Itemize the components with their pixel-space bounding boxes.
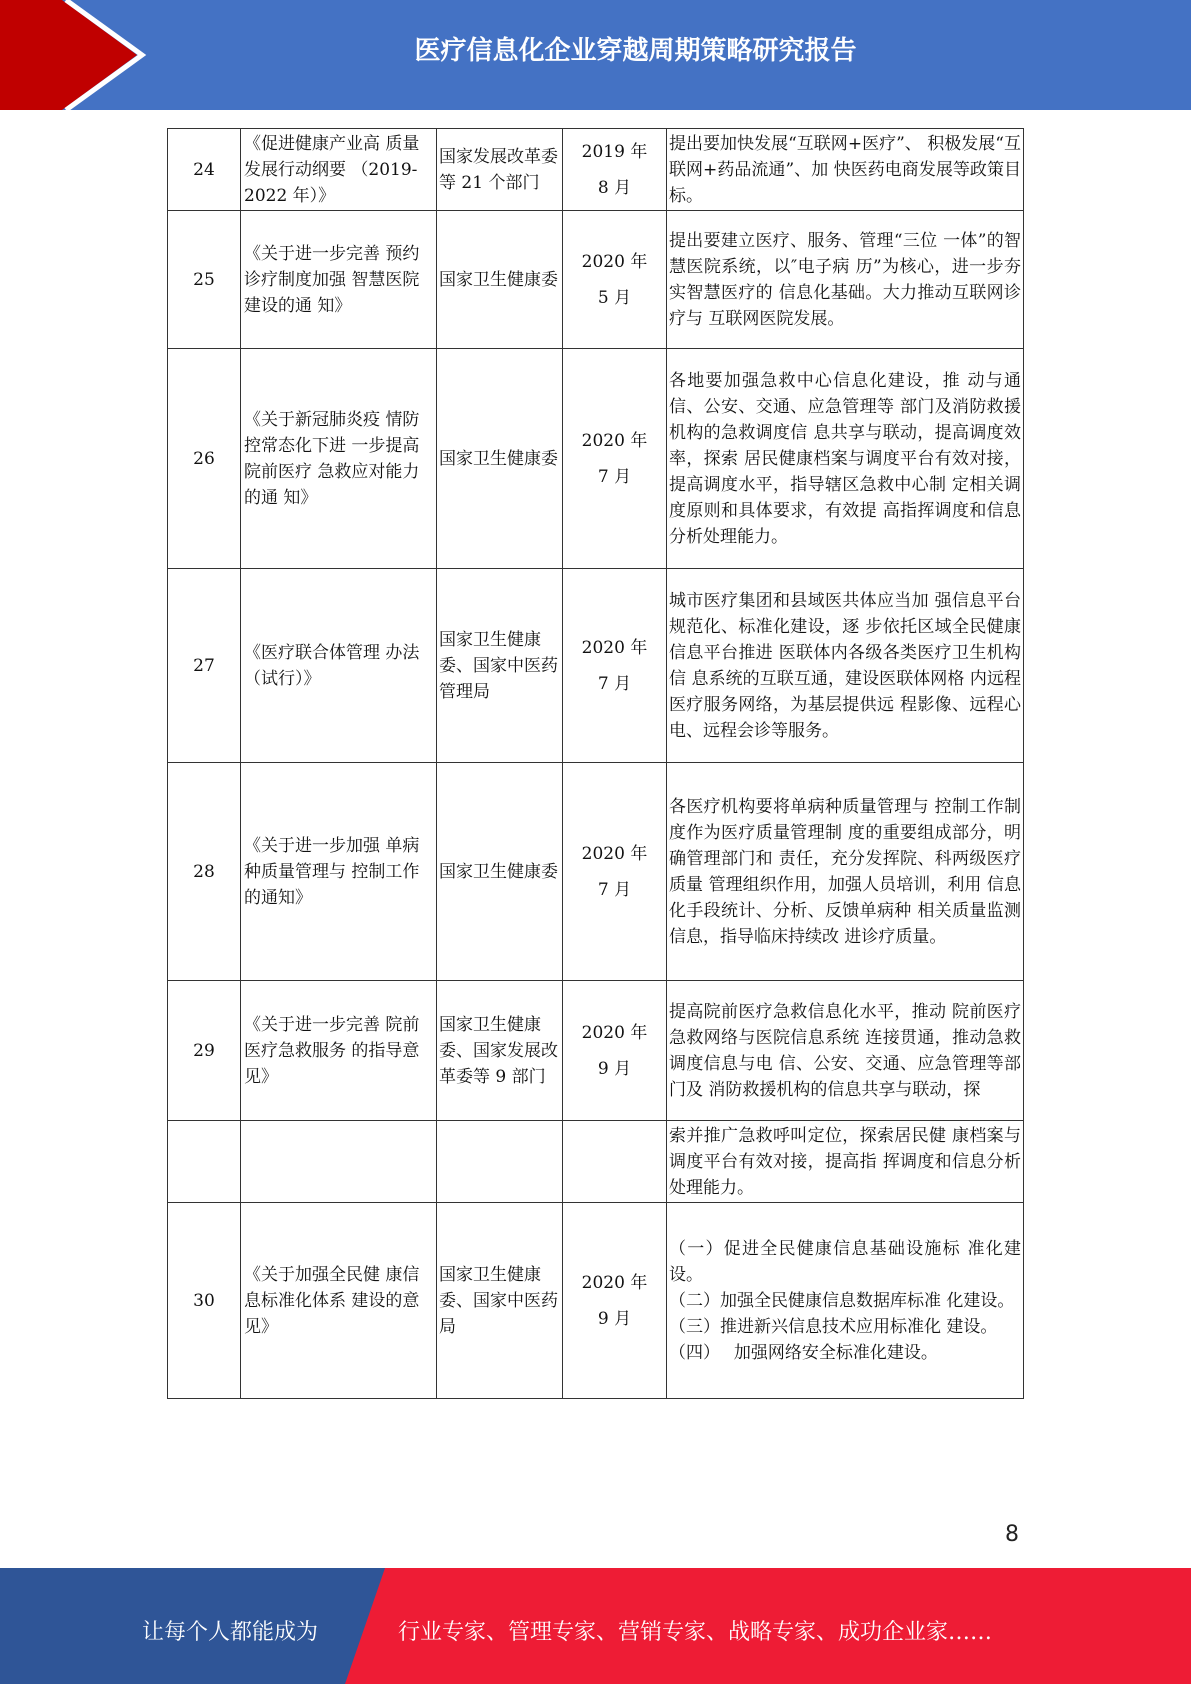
policy-name: 《促进健康产业高 质量发展行动纲要 （2019-2022 年）》 xyxy=(241,129,437,211)
date-month: 9 月 xyxy=(597,1058,632,1079)
row-number: 26 xyxy=(168,349,241,569)
date-month: 9 月 xyxy=(597,1308,632,1329)
row-number: 28 xyxy=(168,763,241,981)
policy-name: 《关于进一步完善 预约诊疗制度加强 智慧医院建设的通 知》 xyxy=(241,211,437,349)
date-year: 2020 年 xyxy=(581,430,648,451)
policy-name: 《关于新冠肺炎疫 情防控常态化下进 一步提高院前医疗 急救应对能力的通 知》 xyxy=(241,349,437,569)
policy-name: 《关于进一步完善 院前医疗急救服务 的指导意见》 xyxy=(241,981,437,1121)
row-number: 27 xyxy=(168,569,241,763)
date-month: 5 月 xyxy=(597,287,632,308)
policy-name: 《关于加强全民健 康信息标准化体系 建设的意见》 xyxy=(241,1203,437,1399)
table-row xyxy=(168,981,1024,1121)
policy-content: （一）促进全民健康信息基础设施标 准化建设。 （二）加强全民健康信息数据库标准 化建设。 （三）推进新兴信息技术应用标准化 建设。 （四） 加强网络安全标准化建设。 xyxy=(667,1203,1024,1399)
report-title: 医疗信息化企业穿越周期策略研究报告 xyxy=(414,36,857,66)
policy-content: 各医疗机构要将单病种质量管理与 控制工作制度作为医疗质量管理制 度的重要组成部分，明确管理部门和 责任，充分发挥院、科两级医疗质量 管理组织作用，加强人员培训，利用 信息化手段统计、分析、反馈单病种 相关质量监测信息，指导临床持续改 进诊疗质量。 xyxy=(667,763,1024,981)
issuing-body: 国家卫生健康委、国家中医药局 xyxy=(437,1203,563,1399)
issuing-body: 国家卫生健康委、国家中医药管理局 xyxy=(437,569,563,763)
date-month: 8 月 xyxy=(597,177,632,198)
date-year: 2019 年 xyxy=(581,141,648,162)
issuing-body xyxy=(437,1121,563,1203)
policy-content: 城市医疗集团和县域医共体应当加 强信息平台规范化、标准化建设，逐 步依托区域全民健康信息平台推进 医联体内各级各类医疗卫生机构信 息系统的互联互通，建设医联体网格 内远程医疗服务网络，为基层提供远 程影像、远程心电、远程会诊等服务。 xyxy=(667,569,1024,763)
date-year: 2020 年 xyxy=(581,1022,648,1043)
policy-name: 《医疗联合体管理 办法（试行）》 xyxy=(241,569,437,763)
issuing-body: 国家卫生健康委 xyxy=(437,349,563,569)
date-year: 2020 年 xyxy=(581,1272,648,1293)
table-row xyxy=(168,211,1024,349)
table-row xyxy=(168,1203,1024,1399)
date-year: 2020 年 xyxy=(581,843,648,864)
row-number: 25 xyxy=(168,211,241,349)
page-header xyxy=(0,0,1191,110)
issue-date xyxy=(563,569,667,763)
table-row xyxy=(168,569,1024,763)
policy-name: 《关于进一步加强 单病种质量管理与 控制工作的通知》 xyxy=(241,763,437,981)
date-month: 7 月 xyxy=(597,879,632,900)
row-number xyxy=(168,1121,241,1203)
policy-name xyxy=(241,1121,437,1203)
issuing-body: 国家卫生健康委 xyxy=(437,763,563,981)
page-number: 8 xyxy=(1005,1522,1019,1547)
table-row xyxy=(168,763,1024,981)
table-row xyxy=(168,349,1024,569)
policy-content: 提出要加快发展“互联网+医疗”、 积极发展“互联网+药品流通”、加 快医药电商发展等政策目标。 xyxy=(667,129,1024,211)
policy-content: 提高院前医疗急救信息化水平，推动 院前医疗急救网络与医院信息系统 连接贯通，推动急救调度信息与电 信、公安、交通、应急管理等部门及 消防救援机构的信息共享与联动，探 xyxy=(667,981,1024,1121)
footer-slogan-left: 让每个人都能成为 xyxy=(142,1620,319,1645)
issue-date xyxy=(563,1203,667,1399)
policy-table xyxy=(167,128,1024,1399)
policy-content: 提出要建立医疗、服务、管理“三位 一体”的智慧医院系统，以″电子病 历”为核心，进一步夯实智慧医疗的 信息化基础。大力推动互联网诊疗与 互联网医院发展。 xyxy=(667,211,1024,349)
row-number: 29 xyxy=(168,981,241,1121)
table-row xyxy=(168,1121,1024,1203)
date-month: 7 月 xyxy=(597,673,632,694)
row-number: 30 xyxy=(168,1203,241,1399)
issue-date xyxy=(563,211,667,349)
issuing-body: 国家发展改革委等 21 个部门 xyxy=(437,129,563,211)
issue-date xyxy=(563,129,667,211)
date-year: 2020 年 xyxy=(581,637,648,658)
table-row xyxy=(168,129,1024,211)
date-year: 2020 年 xyxy=(581,251,648,272)
issue-date xyxy=(563,763,667,981)
footer-slogan-right: 行业专家、管理专家、营销专家、战略专家、成功企业家…… xyxy=(398,1620,993,1645)
issuing-body: 国家卫生健康委、国家发展改革委等 9 部门 xyxy=(437,981,563,1121)
policy-content: 索并推广急救呼叫定位，探索居民健 康档案与调度平台有效对接，提高指 挥调度和信息分析处理能力。 xyxy=(667,1121,1024,1203)
issue-date xyxy=(563,349,667,569)
issuing-body: 国家卫生健康委 xyxy=(437,211,563,349)
date-month: 7 月 xyxy=(597,466,632,487)
row-number: 24 xyxy=(168,129,241,211)
issue-date xyxy=(563,1121,667,1203)
issue-date xyxy=(563,981,667,1121)
policy-content: 各地要加强急救中心信息化建设，推 动与通信、公安、交通、应急管理等 部门及消防救援机构的急救调度信 息共享与联动，提高调度效率，探索 居民健康档案与调度平台有效对接， 提高调度水平，指导辖区急救中心制 定相关调度原则和具体要求，有效提 高指挥调度和信息分析处理能力。 xyxy=(667,349,1024,569)
